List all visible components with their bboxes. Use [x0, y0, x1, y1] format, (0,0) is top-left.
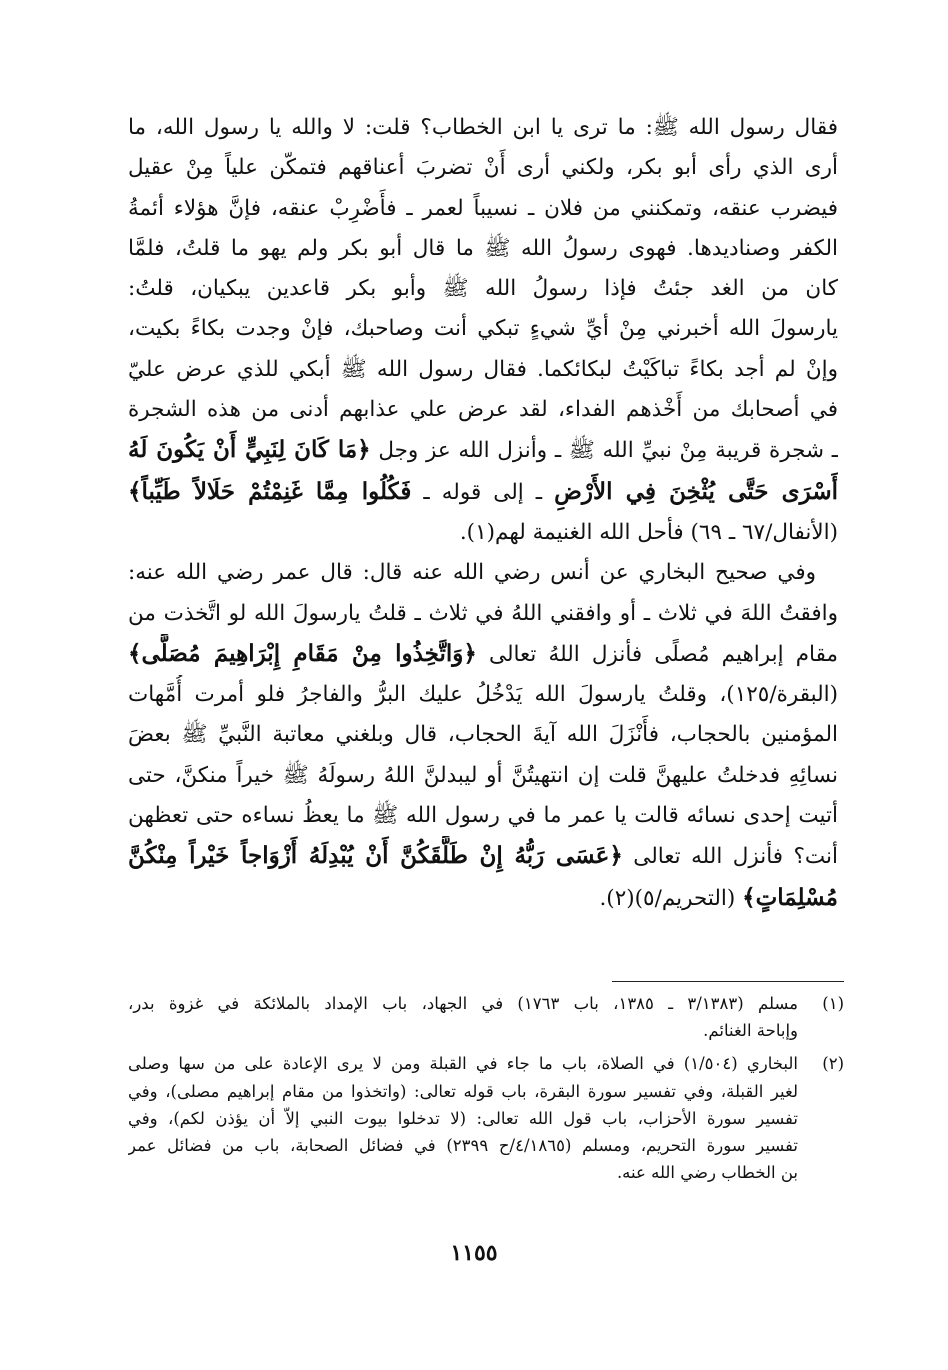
text-line: الكفر وصناديدها. فهوى رسولُ الله ﷺ ما قال أبو بكر ولم يهو ما قلتُ، فلمَّا — [128, 235, 838, 261]
text-line: وفي صحيح البخاري عن أنس رضي الله عنه قال: قال عمر رضي الله عنه: — [128, 560, 816, 586]
text-line — [128, 430, 838, 471]
text-line: فقال رسول الله ﷺ: ما ترى يا ابن الخطاب؟ قلت: لا والله يا رسول الله، ما — [128, 115, 838, 140]
quran-verse: ﴿عَسَى رَبُّهُ إِنْ طَلَّقَكُنَّ أَنْ يُبْدِلَهُ أَزْوَاجاً خَيْراً مِنْكُنَّ — [128, 842, 623, 870]
footnote-line: بن الخطاب رضي الله عنه. — [616, 1163, 798, 1183]
text-segment: ـ إلى قوله ـ — [411, 479, 555, 505]
text-line: أتيت إحدى نسائه قالت يا عمر ما في رسول الله ﷺ ما يعظُ نساءه حتى تعظهن — [128, 803, 838, 829]
text-line: كان من الغد جئتُ فإذا رسولُ الله ﷺ وأبو بكر قاعدين يبكيان، قلتُ: — [128, 276, 838, 302]
footnote — [128, 990, 848, 1044]
text-line: وافقتُ اللهَ في ثلاث ـ أو وافقني اللهُ في ثلاث ـ قلتُ يارسولَ الله لو اتَّخذت من — [128, 600, 838, 626]
footnote-number: (٢) — [822, 1054, 844, 1074]
text-line: وإنْ لم أجد بكاءً تباكَيْتُ لبكائكما. فقال رسول الله ﷺ أبكي للذي عرض عليّ — [128, 356, 838, 382]
text-line: يارسولَ الله أخبرني مِنْ أيِّ شيءٍ تبكي أنت وصاحبك، فإنْ وجدت بكاءً بكيت، — [128, 316, 838, 342]
text-line: (الأنفال/٦٧ ـ ٦٩) فأحل الله الغنيمة لهم(١). — [459, 519, 838, 545]
quran-verse: فَكُلُوا مِمَّا غَنِمْتُمْ حَلَالاً طَيِّباً﴾ — [128, 477, 412, 505]
footnote-line: مسلم (٣/١٣٨٣ ـ ١٣٨٥، باب ١٧٦٣) في الجهاد، باب الإمداد بالملائكة في غزوة بدر، — [128, 994, 798, 1013]
text-line — [128, 472, 838, 513]
quran-verse: أَسْرَى حَتَّى يُثْخِنَ فِي الأَرْضِ — [554, 477, 838, 505]
main-text — [128, 108, 838, 919]
footnote-line: لغير القبلة، وفي تفسير سورة البقرة، باب قوله تعالى: (واتخذوا من مقام إبراهيم مصلى)، وفي — [128, 1081, 798, 1101]
text-line — [128, 878, 838, 919]
text-line: أرى الذي رأى أبو بكر، ولكني أرى أَنْ تضربَ أعناقهم فتمكّن علياً مِنْ عقيل — [128, 155, 838, 181]
text-line: نسائِهِ فدخلتُ عليهنَّ قلت إن انتهيتُنَّ أو ليبدلنَّ اللهُ رسولَهُ ﷺ خيراً منكنَّ، حتى — [128, 762, 838, 788]
text-segment: (التحريم/٥)(٢). — [599, 885, 743, 911]
footnote-divider — [612, 981, 844, 982]
text-segment: مقام إبراهيم مُصلًى فأنزل اللهُ تعالى — [476, 641, 838, 667]
quran-verse: ﴿مَا كَانَ لِنَبِيٍّ أَنْ يَكُونَ لَهُ — [128, 436, 371, 464]
footnotes — [128, 990, 848, 1192]
footnote — [128, 1050, 848, 1186]
text-line: (البقرة/١٢٥)، وقلتُ يارسولَ الله يَدْخُلُ عليك البرُّ والفاجرُ فلو أمرت أُمَّهات — [128, 682, 838, 708]
text-line: في أصحابك من أَخْذهم الفداء، لقد عرض علي عذابهم أدنى من هذه الشجرة — [128, 397, 838, 423]
footnote-line: تفسير سورة التحريم، ومسلم (٤/١٨٦٥/ح ٢٣٩٩) في فضائل الصحابة، باب من فضائل عمر — [128, 1136, 798, 1156]
footnote-line: تفسير سورة الأحزاب، باب قول الله تعالى: (لا تدخلوا بيوت النبي إلاّ أن يؤذن لكم)، وفي — [128, 1108, 798, 1128]
text-line: المؤمنين بالحجاب، فأَنْزَلَ الله آيةَ الحجاب، قال وبلغني معاتبة النَّبيِّ ﷺ بعضَ — [128, 722, 838, 748]
quran-verse: ﴿وَاتَّخِذُوا مِنْ مَقَامِ إِبْرَاهِيمَ مُصَلًّى﴾ — [128, 639, 477, 667]
text-segment: ـ شجرة قريبة مِنْ نبيِّ الله ﷺ ـ وأنزل الله عز وجل — [370, 438, 838, 464]
text-line — [128, 836, 838, 877]
footnote-line: البخاري (١/٥٠٤) في الصلاة، باب ما جاء في القبلة ومن لا يرى الإعادة على من سها وصلى — [128, 1054, 798, 1074]
quran-verse: مُسْلِمَاتٍ﴾ — [742, 883, 838, 911]
footnote-line: وإباحة الغنائم. — [703, 1021, 798, 1041]
text-line: فيضرب عنقه، وتمكنني من فلان ـ نسيباً لعمر ـ فأَضْرِبْ عنقه، فإنَّ هؤلاء أئمةُ — [128, 195, 838, 221]
text-line — [128, 634, 838, 675]
text-segment: أنت؟ فأنزل الله تعالى — [622, 844, 838, 870]
footnote-number: (١) — [822, 994, 844, 1013]
page-number: ١١٥٥ — [450, 1240, 498, 1266]
